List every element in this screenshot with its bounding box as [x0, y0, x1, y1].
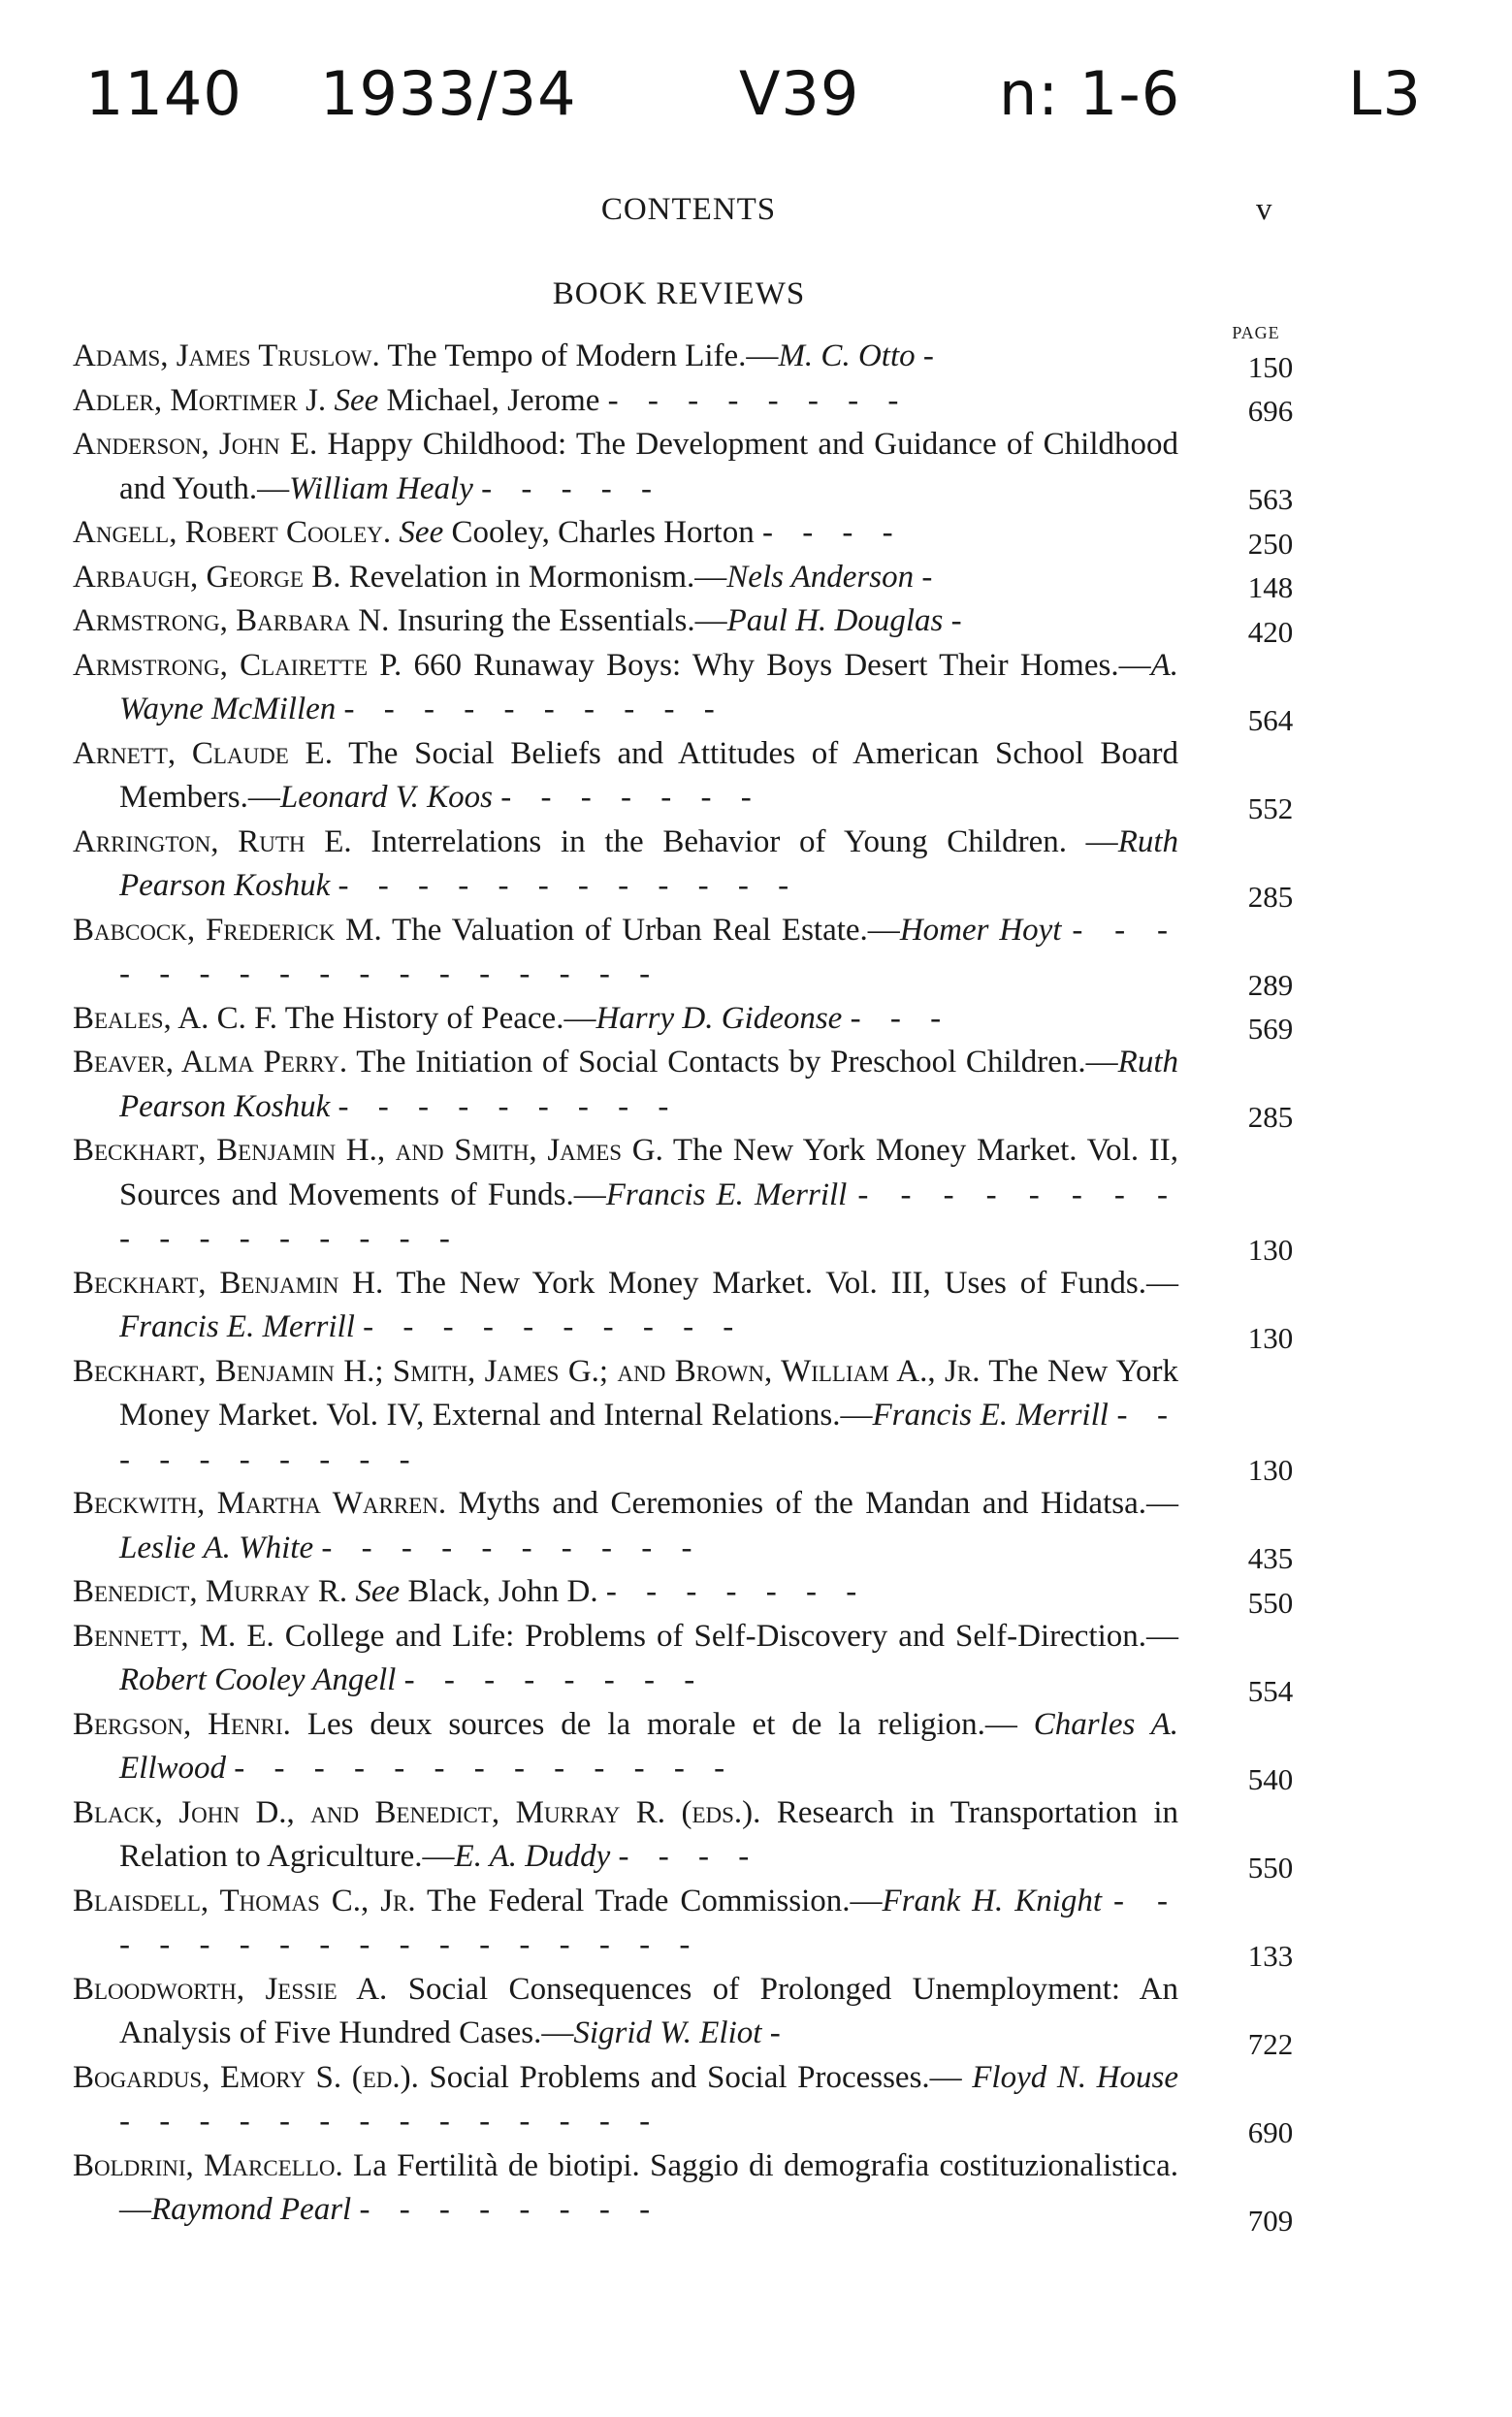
dot-leader: - - - - - - - - - - - - - - - - - — [119, 912, 1179, 991]
entry-page-number: 550 — [1247, 1850, 1294, 1885]
review-entry — [73, 1041, 1334, 1134]
dot-leader: - — [950, 603, 973, 638]
entry-text — [73, 599, 1178, 644]
review-entry — [73, 821, 1334, 914]
entry-text — [73, 1968, 1178, 2056]
entry-reviewer: Nels Anderson — [726, 559, 915, 595]
entry-page-number: 564 — [1247, 702, 1294, 737]
dot-leader: - - - - - - - - - - — [119, 1398, 1179, 1477]
entry-reviewer: Ruth Pearson Koshuk — [119, 1045, 1178, 1124]
entry-reviewer: Francis E. Merrill — [872, 1398, 1109, 1433]
section-title: BOOK REVIEWS — [552, 276, 806, 311]
entry-reviewer: William Healy — [289, 470, 473, 506]
dot-leader: - - - - - - - - - - — [343, 692, 725, 726]
entry-title: College and Life: Problems of Self-Discovery and Self-Direction.— — [284, 1618, 1179, 1654]
page-column-header: PAGE — [1232, 323, 1280, 342]
review-entry — [73, 1350, 1334, 1487]
entry-text — [73, 821, 1178, 909]
entry-text — [73, 335, 1178, 379]
entry-page-number: 540 — [1247, 1761, 1294, 1796]
entry-page-number: 285 — [1247, 879, 1294, 914]
entry-author: Adams, James Truslow. — [73, 338, 380, 373]
entry-see-target: Black, John D. — [400, 1574, 598, 1609]
dot-leader: - - - - - - - - — [359, 2192, 661, 2227]
entry-title: The Valuation of Urban Real Estate.— — [392, 912, 900, 948]
dot-leader: - - - - - - - - — [403, 1662, 706, 1697]
review-entry — [73, 997, 1334, 1046]
entry-text — [73, 1791, 1178, 1880]
review-entry — [73, 1880, 1334, 1973]
review-entry — [73, 1570, 1334, 1620]
entry-reviewer: Harry D. Gideonse — [595, 1000, 843, 1036]
entry-title: The New York Money Market. Vol. II, Sources and Movements of Funds.— — [119, 1133, 1178, 1212]
entry-reviewer: A. Wayne McMillen — [119, 647, 1179, 726]
handwritten-note: L3 — [1348, 58, 1422, 129]
entry-title: 660 Runaway Boys: Why Boys Desert Their Homes.— — [413, 647, 1151, 683]
entry-author: Bogardus, Emory S. (ed.). — [73, 2059, 419, 2095]
entry-page-number: 150 — [1247, 349, 1294, 384]
entry-author: Blaisdell, Thomas C., Jr. — [73, 1883, 416, 1918]
entry-text — [73, 1482, 1178, 1570]
entry-page-number: 563 — [1247, 482, 1294, 516]
entry-page-number: 569 — [1247, 1012, 1294, 1046]
entry-title: Myths and Ceremonies of the Mandan and Hidatsa.— — [458, 1486, 1178, 1521]
entry-text — [73, 1041, 1178, 1129]
running-title: CONTENTS — [600, 192, 777, 227]
dot-leader: - - - - - - - - — [607, 382, 910, 418]
entry-title: The New York Money Market. Vol. III, Uses of Funds.— — [396, 1265, 1179, 1301]
review-entry — [73, 1262, 1334, 1355]
entry-reviewer: Robert Cooley Angell — [119, 1662, 397, 1697]
entry-title: The Social Beliefs and Attitudes of American School Board Members.— — [119, 735, 1178, 815]
entry-author: Beckhart, Benjamin H. — [73, 1265, 384, 1301]
entry-title: The Tempo of Modern Life.— — [387, 338, 779, 373]
running-head — [0, 192, 1512, 231]
dot-leader: - - - - - - - — [605, 1574, 868, 1609]
review-entry — [73, 1482, 1334, 1575]
entry-page-number: 550 — [1247, 1585, 1294, 1620]
review-entry — [73, 1791, 1334, 1885]
entry-reviewer: E. A. Duddy — [454, 1839, 611, 1874]
review-entry — [73, 379, 1334, 428]
entry-author: Arbaugh, George B. — [73, 559, 341, 595]
dot-leader: - - - - - - - - - - — [363, 1309, 745, 1344]
entry-page-number: 420 — [1247, 614, 1294, 649]
entry-text — [73, 2056, 1178, 2144]
dot-leader: - - - - - - - - - - - - - - — [119, 2104, 661, 2139]
entry-page-number: 130 — [1247, 1232, 1294, 1267]
entry-reviewer: Floyd N. House — [972, 2059, 1179, 2095]
entry-author: Boldrini, Marcello. — [73, 2147, 343, 2183]
dot-leader: - - - — [850, 1000, 952, 1036]
entry-reviewer: Francis E. Merrill — [119, 1309, 355, 1344]
entry-reviewer: Frank H. Knight — [882, 1883, 1103, 1918]
dot-leader: - - - - - - - - - - - - - - - - - — [119, 1176, 1178, 1256]
handwritten-note: 1933/34 — [320, 58, 577, 129]
dot-leader: - - - - - - - - - — [338, 1088, 680, 1124]
entry-see: See — [355, 1574, 401, 1609]
entry-title: The New York Money Market. Vol. IV, External and Internal Relations.— — [119, 1353, 1178, 1433]
entry-text — [73, 997, 1178, 1042]
dot-leader: - - - - — [761, 515, 904, 550]
entry-title: The Federal Trade Commission.— — [427, 1883, 883, 1918]
entry-page-number: 130 — [1247, 1320, 1294, 1355]
entry-text — [73, 511, 1178, 556]
entry-author: Beales, A. C. F. — [73, 1000, 278, 1036]
entry-reviewer: Leonard V. Koos — [279, 780, 494, 815]
entry-title: Revelation in Mormonism.— — [348, 559, 727, 595]
entry-page-number: 250 — [1247, 526, 1294, 561]
entry-text — [73, 1350, 1178, 1483]
entry-page-number: 435 — [1247, 1541, 1294, 1575]
dot-leader: - - - - - - - - - - - - — [338, 868, 800, 903]
entry-text — [73, 379, 1178, 424]
entry-author: Armstrong, Barbara N. — [73, 603, 390, 638]
entry-text — [73, 1262, 1178, 1350]
entry-see: See — [334, 382, 379, 418]
entry-text — [73, 644, 1178, 732]
entry-title: La Fertilità de biotipi. Saggio di demografia costituzionalistica.— — [119, 2147, 1179, 2227]
handwritten-note: V39 — [739, 58, 860, 129]
review-entry — [73, 511, 1334, 561]
entry-title: Research in Transportation in Relation to Agriculture.— — [119, 1794, 1178, 1874]
handwritten-note: 1140 — [85, 58, 242, 129]
entry-text — [73, 909, 1178, 997]
entry-reviewer: M. C. Otto — [778, 338, 916, 373]
entry-title: Happy Childhood: The Development and Guidance of Childhood and Youth.— — [119, 427, 1178, 506]
entry-reviewer: Charles A. Ellwood — [119, 1706, 1179, 1786]
dot-leader: - - - - - - - - - - - - - — [234, 1751, 736, 1786]
dot-leader: - — [921, 559, 944, 595]
entry-author: Armstrong, Clairette P. — [73, 647, 402, 683]
entry-title: Insuring the Essentials.— — [397, 603, 727, 638]
entry-author: Bennett, M. E. — [73, 1618, 274, 1654]
dot-leader: - — [922, 338, 945, 373]
dot-leader: - - - - - - - — [500, 780, 762, 815]
dot-leader: - — [769, 2015, 791, 2050]
review-entry — [73, 1615, 1334, 1708]
entry-author: Beckhart, Benjamin H., and Smith, James G. — [73, 1133, 663, 1168]
review-entry — [73, 556, 1334, 604]
entry-text — [73, 1129, 1178, 1262]
entry-author: Beckwith, Martha Warren. — [73, 1486, 447, 1521]
entry-author: Arnett, Claude E. — [73, 735, 333, 771]
entry-reviewer: Ruth Pearson Koshuk — [119, 823, 1179, 903]
entry-page-number: 285 — [1247, 1100, 1294, 1134]
entry-text — [73, 556, 1178, 600]
entry-author: Arrington, Ruth E. — [73, 823, 352, 859]
entry-title: The History of Peace.— — [284, 1000, 596, 1036]
entry-text — [73, 1703, 1178, 1791]
entry-text — [73, 1880, 1178, 1968]
review-entry — [73, 732, 1334, 825]
entry-author: Black, John D., and Benedict, Murray R. (eds.). — [73, 1794, 761, 1830]
entry-reviewer: Sigrid W. Eliot — [573, 2015, 762, 2050]
review-entry — [73, 2056, 1334, 2149]
dot-leader: - - - - — [618, 1839, 760, 1874]
entry-page-number: 552 — [1247, 790, 1294, 825]
review-entry — [73, 909, 1334, 1002]
entry-author: Babcock, Frederick M. — [73, 912, 382, 948]
entry-reviewer: Paul H. Douglas — [726, 603, 944, 638]
entry-author: Angell, Robert Cooley. — [73, 515, 392, 550]
dot-leader: - - - - - - - - - - — [321, 1530, 703, 1565]
entry-page-number: 690 — [1247, 2114, 1294, 2149]
entry-text — [73, 423, 1178, 511]
entry-author: Benedict, Murray R. — [73, 1574, 348, 1609]
entry-see-target: Michael, Jerome — [378, 382, 600, 418]
review-entry — [73, 1703, 1334, 1796]
review-entry — [73, 1129, 1334, 1267]
entry-reviewer: Leslie A. White — [119, 1530, 314, 1565]
entry-text — [73, 1570, 1178, 1615]
dot-leader: - - - - - - - - - - - - - - - - - — [119, 1883, 1179, 1962]
entry-title: Social Problems and Social Processes.— — [429, 2059, 973, 2095]
review-entry — [73, 1968, 1334, 2061]
folio: v — [1256, 192, 1272, 227]
entry-reviewer: Homer Hoyt — [899, 912, 1062, 948]
entry-text — [73, 732, 1178, 821]
entry-see: See — [399, 515, 444, 550]
dot-leader: - - - - - — [481, 470, 663, 506]
review-entry — [73, 423, 1334, 516]
entry-page-number: 722 — [1247, 2026, 1294, 2061]
entry-page-number: 696 — [1247, 394, 1294, 428]
review-entry — [73, 2144, 1334, 2238]
entry-author: Adler, Mortimer J. — [73, 382, 327, 418]
entry-title: Les deux sources de la morale et de la religion.— — [306, 1706, 1034, 1742]
entry-text — [73, 2144, 1178, 2233]
entry-title: The Initiation of Social Contacts by Preschool Children.— — [356, 1045, 1118, 1080]
entry-title: Interrelations in the Behavior of Young Children. — — [370, 823, 1118, 859]
entry-author: Bloodworth, Jessie A. — [73, 1971, 388, 2007]
entry-text — [73, 1615, 1178, 1703]
handwritten-note: n: 1-6 — [999, 58, 1181, 129]
entry-reviewer: Raymond Pearl — [151, 2192, 352, 2227]
entry-title: Social Consequences of Prolonged Unemployment: An Analysis of Five Hundred Cases.— — [119, 1971, 1178, 2050]
entry-reviewer: Francis E. Merrill — [605, 1176, 848, 1212]
entry-author: Beckhart, Benjamin H.; Smith, James G.; and Brown, William A., Jr. — [73, 1353, 981, 1389]
entry-page-number: 133 — [1247, 1938, 1294, 1973]
entry-page-number: 289 — [1247, 967, 1294, 1002]
review-entry — [73, 644, 1334, 737]
entry-page-number: 554 — [1247, 1673, 1294, 1708]
entry-page-number: 130 — [1247, 1453, 1294, 1487]
entry-see-target: Cooley, Charles Horton — [443, 515, 755, 550]
review-entry — [73, 335, 1334, 384]
entry-author: Bergson, Henri. — [73, 1706, 291, 1742]
entry-author: Anderson, John E. — [73, 427, 318, 462]
review-list — [73, 335, 1334, 2238]
review-entry — [73, 599, 1334, 649]
entry-page-number: 709 — [1247, 2203, 1294, 2238]
entry-page-number: 148 — [1247, 570, 1294, 604]
entry-author: Beaver, Alma Perry. — [73, 1045, 348, 1080]
